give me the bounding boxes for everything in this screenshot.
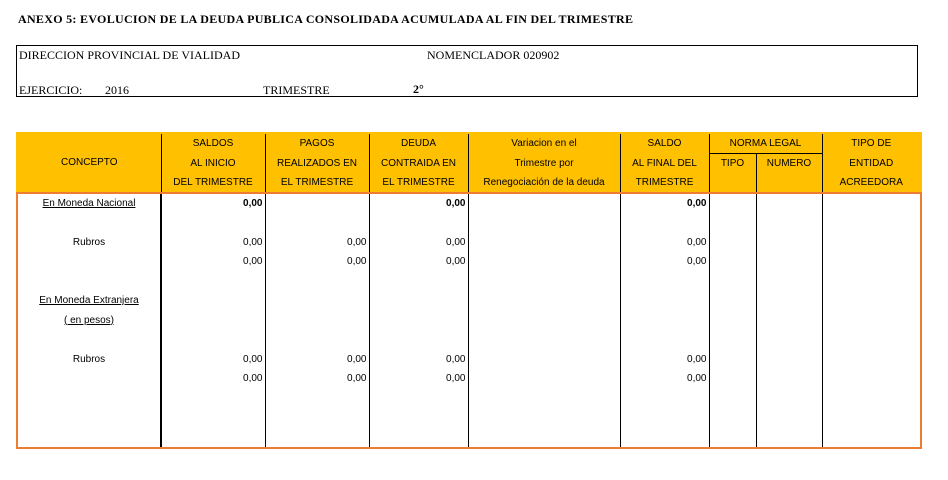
nacional-saldo-inicio: 0,00 [161,193,265,214]
cell-value: 0,00 [265,233,369,253]
empty-cell [756,428,822,449]
empty-cell [620,311,709,331]
empty-cell [756,233,822,253]
empty-cell [468,311,620,331]
table-row [17,291,921,311]
cell-value: 0,00 [369,350,468,370]
empty-cell [369,330,468,350]
empty-cell [822,311,921,331]
header-numero: NUMERO [756,154,822,193]
empty-cell [756,408,822,428]
header-pagos-3: EL TRIMESTRE [265,173,369,193]
empty-cell [265,389,369,409]
empty-cell [709,389,756,409]
header-entidad-1: TIPO DE [822,133,921,154]
empty-cell [17,213,161,233]
cell-value: 0,00 [265,252,369,272]
empty-cell [756,350,822,370]
empty-cell [620,291,709,311]
concepto-rubros: Rubros [17,350,161,370]
empty-cell [756,389,822,409]
empty-cell [822,408,921,428]
table-row [17,213,921,233]
table-row [17,233,921,253]
header-saldo-2: AL FINAL DEL [620,154,709,173]
empty-cell [468,252,620,272]
empty-cell [265,330,369,350]
empty-cell [756,213,822,233]
empty-cell [468,428,620,449]
empty-cell [161,311,265,331]
empty-cell [468,369,620,389]
nacional-deuda-contraida: 0,00 [369,193,468,214]
empty-cell [756,272,822,292]
concepto-moneda-nacional: En Moneda Nacional [17,193,161,214]
cell-value: 0,00 [369,252,468,272]
empty-cell [709,272,756,292]
header-norma-legal: NORMA LEGAL [709,133,822,154]
empty-cell [369,272,468,292]
table-row [17,389,921,409]
empty-cell [161,428,265,449]
empty-cell [265,291,369,311]
header-saldo-3: TRIMESTRE [620,173,709,193]
header-tipo: TIPO [709,154,756,193]
cell-value: 0,00 [620,252,709,272]
empty-cell [756,252,822,272]
empty-cell [17,252,161,272]
table-row [17,350,921,370]
cell-value: 0,00 [161,369,265,389]
header-saldos-1: SALDOS [161,133,265,154]
empty-cell [161,408,265,428]
empty-cell [369,311,468,331]
cell-value: 0,00 [161,252,265,272]
header-pagos-2: REALIZADOS EN [265,154,369,173]
empty-cell [265,272,369,292]
empty-cell [161,330,265,350]
table-row [17,330,921,350]
header-saldo-1: SALDO [620,133,709,154]
empty-cell [709,213,756,233]
empty-cell [265,428,369,449]
empty-cell [265,193,369,214]
empty-cell [709,193,756,214]
empty-cell [822,350,921,370]
empty-cell [161,291,265,311]
report-title: ANEXO 5: EVOLUCION DE LA DEUDA PUBLICA CONSOLIDADA ACUMULADA AL FIN DEL TRIMESTRE [18,12,634,26]
header-variacion-2: Trimestre por [468,154,620,173]
header-info-box [16,45,918,97]
empty-cell [620,408,709,428]
header-entidad-3: ACREEDORA [822,173,921,193]
empty-cell [468,389,620,409]
empty-cell [620,272,709,292]
ejercicio-value: 2016 [105,83,129,97]
concepto-en-pesos: ( en pesos) [17,311,161,331]
empty-cell [468,213,620,233]
empty-cell [17,369,161,389]
cell-value: 0,00 [620,350,709,370]
empty-cell [369,428,468,449]
empty-cell [17,389,161,409]
empty-cell [822,272,921,292]
cell-value: 0,00 [265,350,369,370]
cell-value: 0,00 [161,233,265,253]
table-row [17,408,921,428]
header-deuda-1: DEUDA [369,133,468,154]
header-variacion-1: Variacion en el [468,133,620,154]
empty-cell [369,213,468,233]
empty-cell [822,389,921,409]
cell-value: 0,00 [369,233,468,253]
empty-cell [822,233,921,253]
empty-cell [17,428,161,449]
header-entidad-2: ENTIDAD [822,154,921,173]
empty-cell [822,369,921,389]
empty-cell [468,408,620,428]
table-row [17,311,921,331]
cell-value: 0,00 [620,233,709,253]
empty-cell [369,389,468,409]
empty-cell [620,389,709,409]
empty-cell [265,311,369,331]
empty-cell [161,272,265,292]
empty-cell [468,233,620,253]
empty-cell [709,233,756,253]
empty-cell [468,193,620,214]
empty-cell [822,213,921,233]
header-concepto: CONCEPTO [17,133,161,193]
empty-cell [468,350,620,370]
empty-cell [756,330,822,350]
empty-cell [709,311,756,331]
header-variacion-3: Renegociación de la deuda [468,173,620,193]
empty-cell [17,330,161,350]
empty-cell [709,408,756,428]
empty-cell [468,291,620,311]
empty-cell [709,291,756,311]
cell-value: 0,00 [369,369,468,389]
empty-cell [756,311,822,331]
empty-cell [369,408,468,428]
empty-cell [161,389,265,409]
trimestre-label: TRIMESTRE [263,83,330,97]
empty-cell [709,428,756,449]
empty-cell [756,193,822,214]
header-saldos-2: AL INICIO [161,154,265,173]
deuda-table [16,132,922,449]
empty-cell [265,408,369,428]
empty-cell [161,213,265,233]
header-deuda-2: CONTRAIDA EN [369,154,468,173]
empty-cell [265,213,369,233]
table-row [17,272,921,292]
cell-value: 0,00 [620,369,709,389]
concepto-moneda-extranjera: En Moneda Extranjera [17,291,161,311]
table-row [17,193,921,214]
trimestre-value: 2° [413,82,424,96]
ejercicio-label: EJERCICIO: [19,83,83,97]
empty-cell [17,408,161,428]
table-row [17,428,921,449]
empty-cell [709,252,756,272]
empty-cell [822,193,921,214]
nomenclador-label: NOMENCLADOR 020902 [427,48,560,62]
empty-cell [17,272,161,292]
table-row [17,369,921,389]
empty-cell [822,330,921,350]
organismo-label: DIRECCION PROVINCIAL DE VIALIDAD [19,48,240,62]
header-pagos-1: PAGOS [265,133,369,154]
table-row [17,252,921,272]
empty-cell [756,369,822,389]
nacional-saldo-final: 0,00 [620,193,709,214]
empty-cell [756,291,822,311]
empty-cell [620,213,709,233]
empty-cell [709,369,756,389]
header-saldos-3: DEL TRIMESTRE [161,173,265,193]
header-deuda-3: EL TRIMESTRE [369,173,468,193]
empty-cell [822,428,921,449]
cell-value: 0,00 [265,369,369,389]
empty-cell [822,252,921,272]
empty-cell [620,428,709,449]
concepto-rubros: Rubros [17,233,161,253]
empty-cell [369,291,468,311]
empty-cell [822,291,921,311]
empty-cell [468,272,620,292]
empty-cell [709,330,756,350]
empty-cell [620,330,709,350]
empty-cell [468,330,620,350]
empty-cell [709,350,756,370]
cell-value: 0,00 [161,350,265,370]
